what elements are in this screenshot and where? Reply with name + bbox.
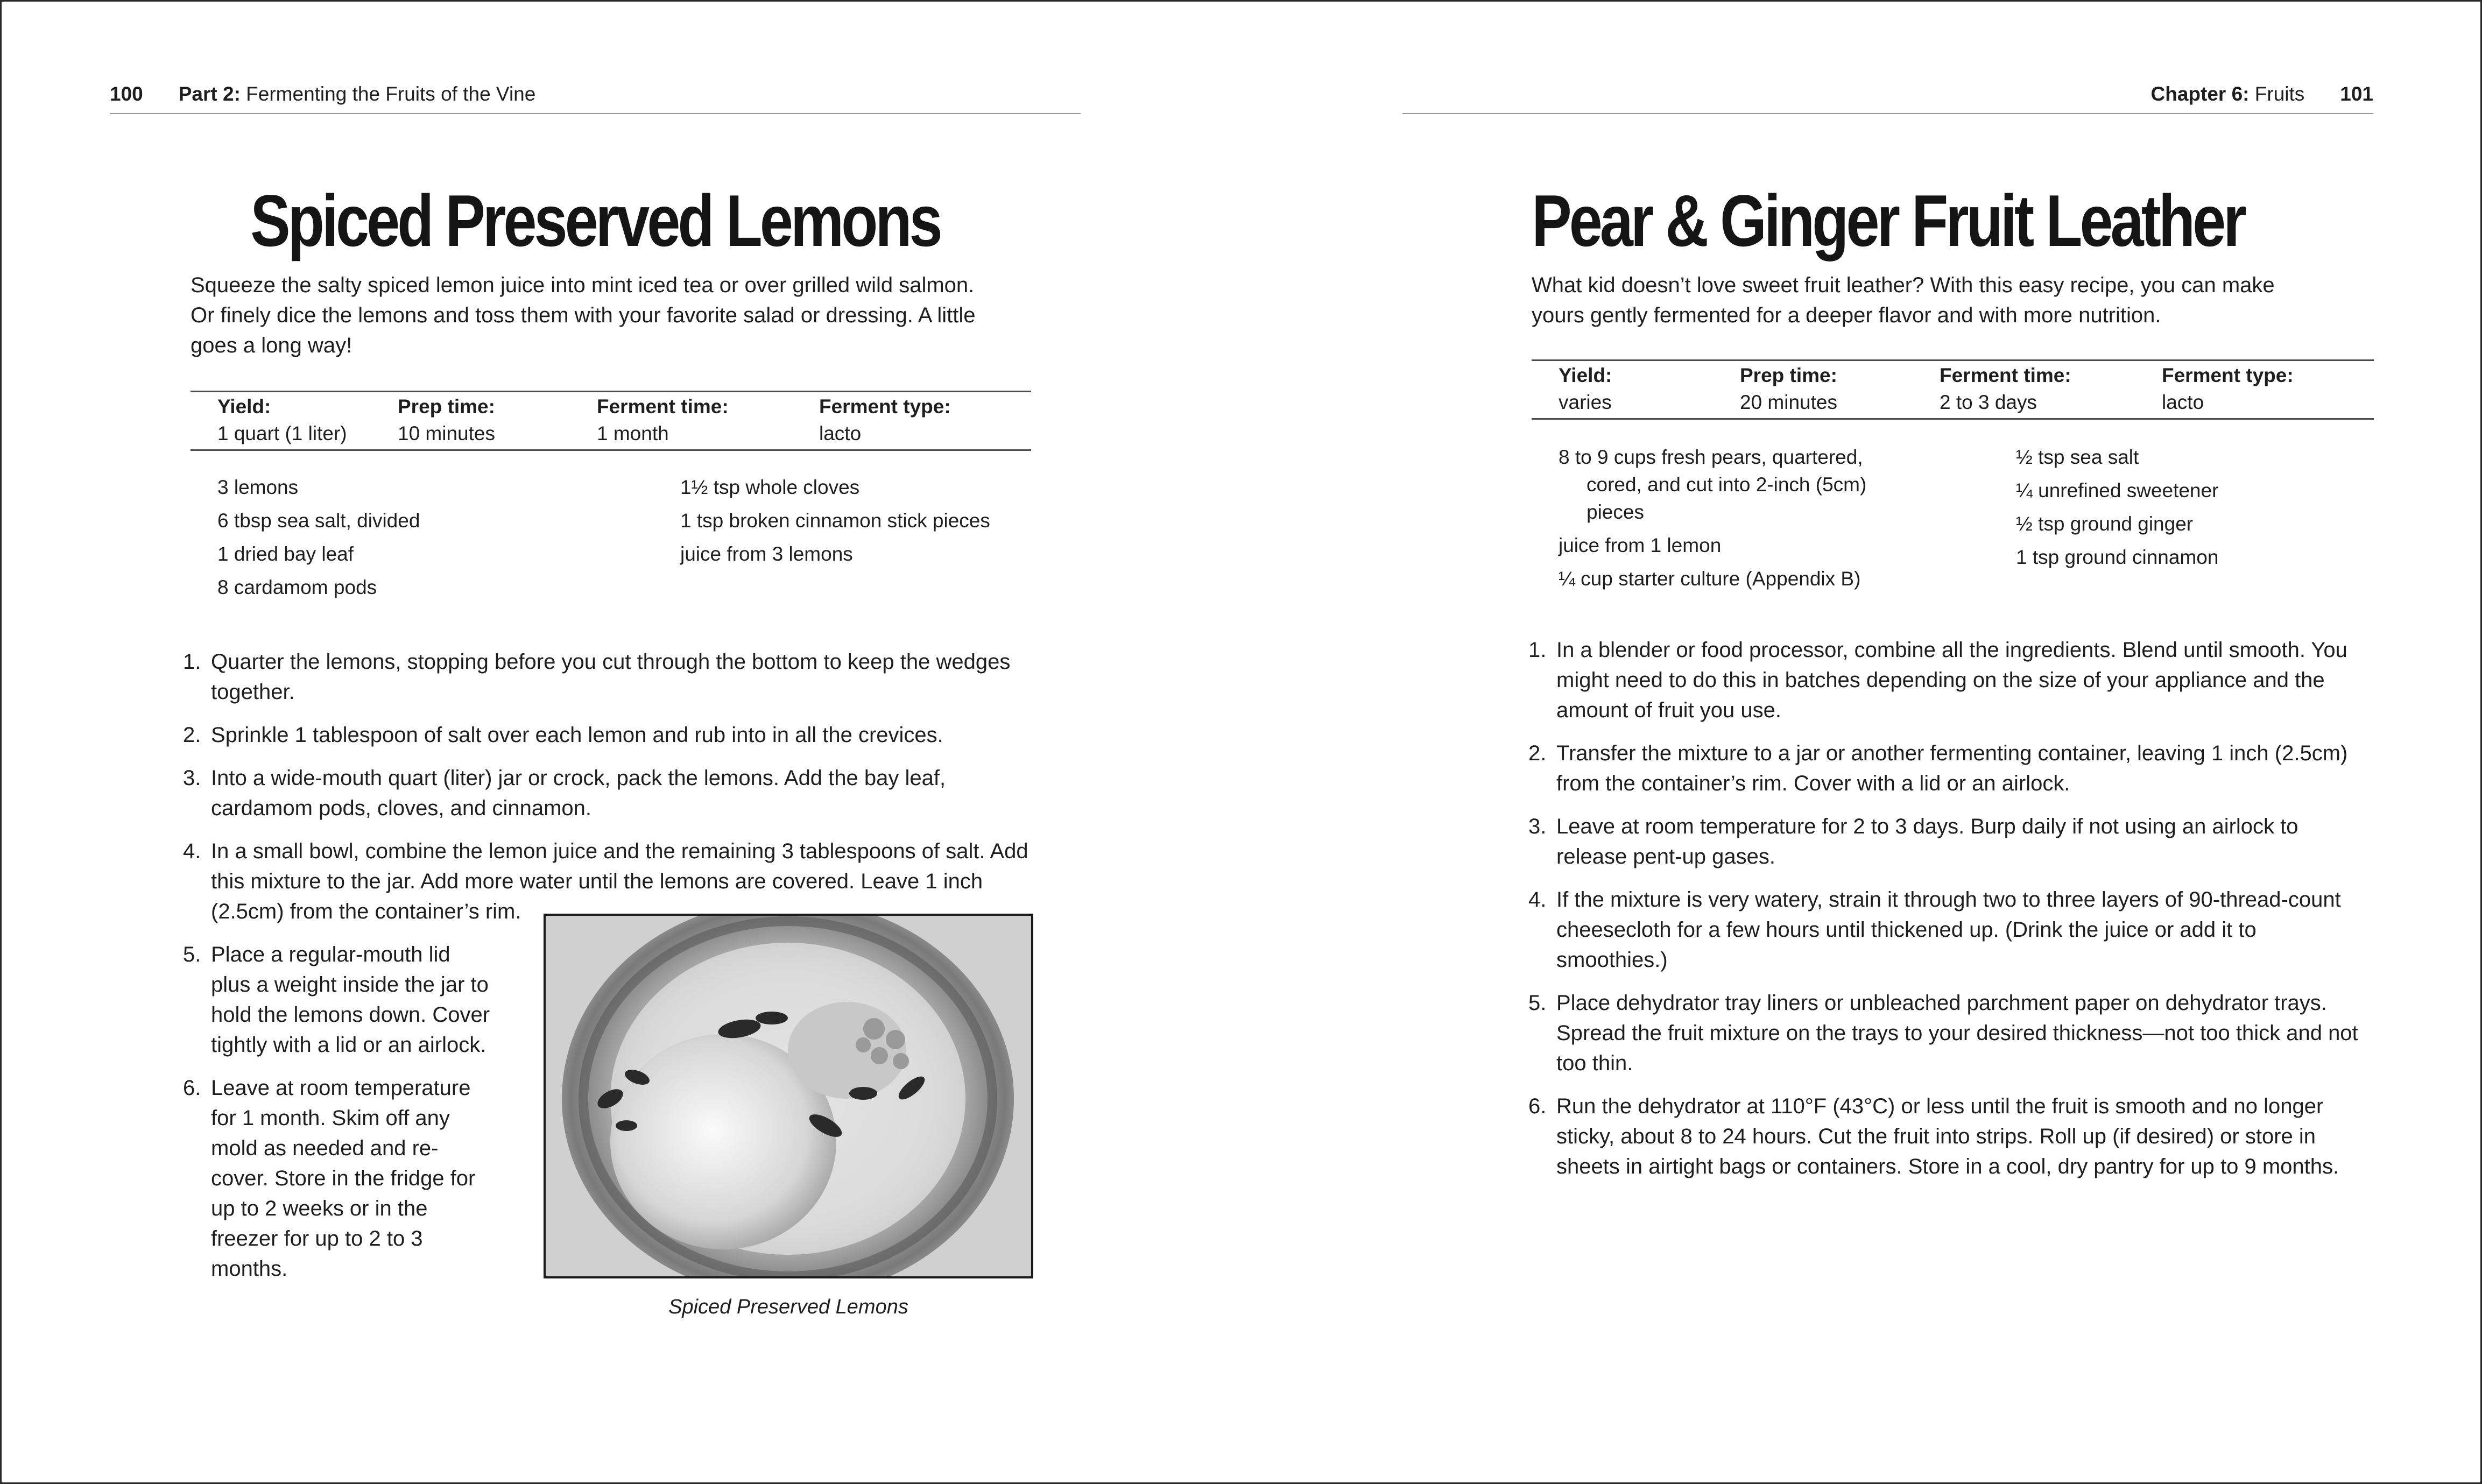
chapter-title: Fruits [2254, 83, 2305, 105]
left-page [110, 0, 1081, 1484]
recipe-title: Pear & Ginger Fruit Leather [1532, 180, 2244, 262]
step-item: 5. Place a regular-mouth lid plus a weight inside the jar to hold the lemons down. Cover tightly with a lid or an airlock. [183, 943, 490, 1057]
preserved-lemons-jar-image [546, 916, 1031, 1276]
recipe-intro: What kid doesn’t love sweet fruit leather? With this easy recipe, you can make yours gently fermented for a deeper flavor and with more nutrition. [1532, 273, 2275, 327]
ingredient-item: 8 cardamom pods [217, 576, 377, 598]
recipe-title: Spiced Preserved Lemons [250, 180, 940, 262]
page-number: 100 [110, 83, 143, 105]
right-page [1402, 0, 2373, 1484]
ingredient-item: ½ tsp ground ginger [2016, 513, 2194, 535]
page-number: 101 [2340, 83, 2373, 105]
running-header-right [1402, 81, 2373, 114]
part-title: Fermenting the Fruits of the Vine [246, 83, 536, 105]
spec-ferment-time: Ferment time: 1 month [597, 395, 729, 444]
ingredient-item: 1½ tsp whole cloves [680, 476, 860, 498]
spec-ferment-type: Ferment type: lacto [819, 395, 951, 444]
step-item: 6. Leave at room temperature for 1 month. Skim off any mold as needed and re-cover. Store in the fridge for up to 2 weeks or in the freezer for up to 2 to 3 months. [183, 1076, 476, 1281]
ingredients-column-right [2016, 443, 2366, 598]
ingredient-item: 1 tsp ground cinnamon [2016, 546, 2219, 568]
recipe-steps [1528, 635, 2373, 1195]
step-item: 6. Run the dehydrator at 110°F (43°C) or less until the fruit is smooth and no longer sticky, about 8 to 24 hours. Cut the fruit into strips. Roll up (if desired) or store in sheets in airtight bags or containers. Store in a cool, dry pantry for up to 9 months. [1528, 1094, 2339, 1178]
step-item: 4. In a small bowl, combine the lemon juice and the remaining 3 tablespoons of salt. Add this mixture to the jar. Add more water until the lemons are covered. Leave 1 inch (2.5cm) from the container’s rim. [183, 839, 1028, 923]
spec-ferment-type: Ferment type: lacto [2162, 364, 2294, 413]
ingredient-item: 3 lemons [217, 476, 299, 498]
step-item: 2. Transfer the mixture to a jar or another fermenting container, leaving 1 inch (2.5cm) from the container’s rim. Cover with a lid or an airlock. [1528, 741, 2348, 795]
photo-caption: Spiced Preserved Lemons [668, 1296, 908, 1318]
ingredients [217, 474, 1035, 607]
ingredient-item: 1 dried bay leaf [217, 543, 354, 565]
part-label: Part 2: [178, 83, 241, 105]
ingredient-item: juice from 1 lemon [1559, 534, 1722, 556]
ingredients [1559, 443, 2371, 598]
spec-ferment-time: Ferment time: 2 to 3 days [1940, 364, 2071, 413]
step-item: 3. Leave at room temperature for 2 to 3 days. Burp daily if not using an airlock to release pent-up gases. [1528, 815, 2298, 868]
ingredient-item: juice from 3 lemons [680, 543, 853, 565]
ingredient-item: ½ tsp sea salt [2016, 446, 2139, 468]
step-item: 2. Sprinkle 1 tablespoon of salt over each lemon and rub into in all the crevices. [183, 723, 943, 747]
ingredients-column-left [217, 474, 680, 607]
ingredient-item: 6 tbsp sea salt, divided [217, 510, 420, 532]
step-item: 4. If the mixture is very watery, strain it through two to three layers of 90-thread-count cheesecloth for a few hours until thickened up. (Drink the juice or add it to smoothies.) [1528, 888, 2341, 972]
ingredients-column-right [680, 474, 1035, 607]
step-item: 1. Quarter the lemons, stopping before you cut through the bottom to keep the wedges together. [183, 650, 1011, 704]
spec-yield: Yield: 1 quart (1 liter) [217, 395, 347, 444]
step-item: 3. Into a wide-mouth quart (liter) jar or crock, pack the lemons. Add the bay leaf, cardamom pods, cloves, and cinnamon. [183, 766, 946, 820]
spec-prep-time: Prep time: 10 minutes [398, 395, 495, 444]
recipe-specs [191, 391, 1031, 451]
spec-yield: Yield: varies [1559, 364, 1612, 413]
recipe-specs [1532, 359, 2374, 420]
ingredient-item: 8 to 9 cups fresh pears, quartered, cored, and cut into 2-inch (5cm) pieces [1559, 446, 1867, 523]
ingredients-column-left [1559, 443, 2016, 598]
recipe-photo [544, 914, 1033, 1278]
ingredient-item: ¼ unrefined sweetener [2016, 479, 2219, 501]
step-item: 5. Place dehydrator tray liners or unbleached parchment paper on dehydrator trays. Spread the fruit mixture on the trays to your desired thickness—not too thick and not too thin. [1528, 991, 2358, 1075]
running-header-left [110, 81, 1081, 114]
spec-prep-time: Prep time: 20 minutes [1740, 364, 1837, 413]
chapter-label: Chapter 6: [2150, 83, 2250, 105]
recipe-intro: Squeeze the salty spiced lemon juice into mint iced tea or over grilled wild salmon. Or finely dice the lemons and toss them with your favorite salad or dressing. A little goes a long way! [191, 273, 976, 357]
ingredient-item: ¼ cup starter culture (Appendix B) [1559, 568, 1861, 590]
step-item: 1. In a blender or food processor, combine all the ingredients. Blend until smooth. You might need to do this in batches depending on the size of your appliance and the amount of fruit you use. [1528, 638, 2347, 722]
ingredient-item: 1 tsp broken cinnamon stick pieces [680, 510, 990, 532]
